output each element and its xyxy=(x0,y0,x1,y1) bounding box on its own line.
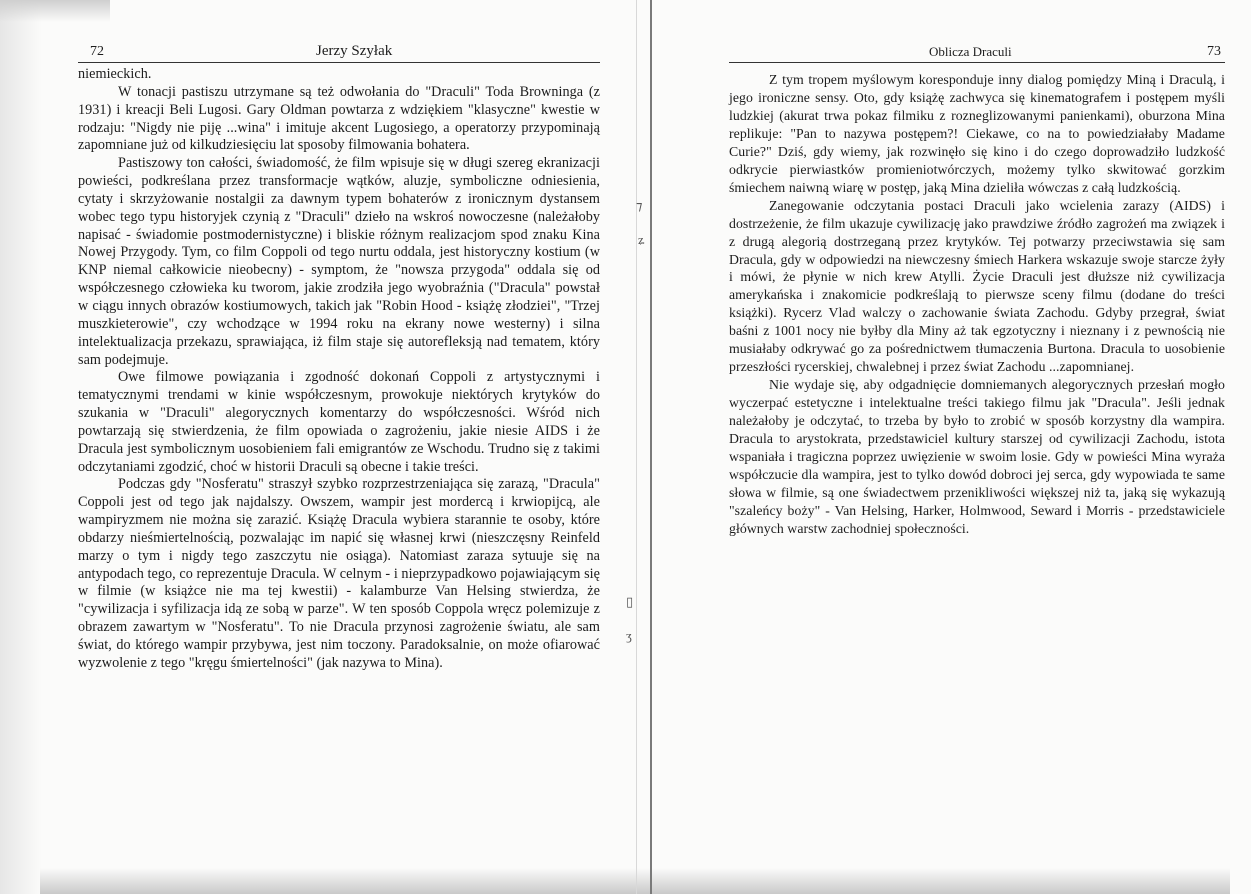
right-running-head xyxy=(729,36,1225,63)
right-body-text xyxy=(729,71,1225,538)
margin-mark-icon: ▯ xyxy=(626,594,634,609)
left-body-text xyxy=(78,66,600,673)
paragraph: W tonacji pastiszu utrzymane są też odwołania do "Draculi" Toda Browninga (z 1931) i kreacji Beli Lugosi. Gary Oldman powtarza z wdziękiem "klasyczne" kwestie w rodzaju: "Nigdy nie piję ...wina" i imituje akcent Lugosiego, a operatorzy przypominają zapomniane już od kilkudziesięciu lat sposoby filmowania bohatera. xyxy=(78,83,600,154)
paragraph: Zanegowanie odczytania postaci Draculi jako wcielenia zarazy (AIDS) i dostrzeżenie, że film ukazuje cywilizację jako prawdziwe źródło zagrożeń ma związek i z drugą alegorią dostrzeganą przez krytyków. Tej potwarzy przeciwstawia się sam Dracula, gdy w odpowiedzi na niewczesny śmiech Harkera wskazuje swoje starcze żyły i mówi, że płynie w nich krew Atylli. Życie Draculi jest dłuższe niż cywilizacja amerykańska i znakomicie podkreślają to pierwsze sceny filmu (dodane do treści książki). Rycerz Vlad walczy o zachowanie świata Zachodu. Gdyby przegrał, świat baśni z 1001 nocy nie byłby dla Miny aż tak egzotyczny i nieznany i z pewnością nie musiałaby odkrywać go za pośrednictwem tłumaczenia Burtona. Dracula to uosobienie przeszłości rycerskiej, chwalebnej i przez świat Zachodu ...zapomnianej. xyxy=(729,197,1225,375)
right-page xyxy=(729,36,1225,538)
book-gutter-shade xyxy=(636,0,637,894)
paragraph: Pastiszowy ton całości, świadomość, że film wpisuje się w długi szereg ekranizacji powieści, podkreślana przez transformacje wątków, aluzje, symboliczne odniesienia, cytaty i skrzyżowanie nostalgii za dawnym typem bohaterów z ironicznym dystansem wobec tego typu historyjek czynią z "Draculi" dzieło na wskroś nowoczesne (należałoby napisać - świadomie postmodernistyczne) i bliskie różnym realizacjom spod znaku Kina Nowej Przygody. Tym, co film Coppoli od tego nurtu oddala, jest historyczny kostium (w KNP niemal całkowicie nieobecny) - symptom, że "nowsza przygoda" oddala się od współczesnego człowieka ku tworom, jakie zrodziła jego wyobraźnia ("Dracula" powstał w ciągu innych obrazów kostiumowych, takich jak "Robin Hood - książę złodziei", "Trzej muszkieterowie", czy wchodzące w 1994 roku na ekrany nowe westerny) i silna intelektualizacja przekazu, sprawiająca, iż film staje się autorefleksją nad tematem, który sam podejmuje. xyxy=(78,155,600,368)
scan-shadow-bottom xyxy=(40,868,1230,894)
scan-left-edge xyxy=(0,0,42,894)
running-title: Jerzy Szyłak xyxy=(316,43,393,59)
left-running-head xyxy=(78,36,600,63)
book-spine xyxy=(650,0,652,894)
scan-shadow-top xyxy=(0,0,110,22)
margin-mark-icon: ⁊ xyxy=(636,198,643,213)
paragraph: Z tym tropem myślowym koresponduje inny dialog pomiędzy Miną i Draculą, i jego ironiczne sensy. Oto, gdy książę zachwyca się kinematografem i postępem myśli ludzkiej (akurat trwa pokaz filmiku z rozneglizowanymi panienkami), oburzona Mina replikuje: "Pan to nazywa postępem?! Ciekawe, co na to powiedziałaby Madame Curie?" Dziś, gdy wiemy, jak rozwinęło się kino i do czego doprowadziło ludzkość odkrycie pierwiastków promieniotwórczych, możemy tylko skwitować gorzkim śmiechem naiwną wiarę w postęp, jaką Mina dzieliła wówczas z całą ludzkością. xyxy=(729,72,1225,195)
paragraph: Podczas gdy "Nosferatu" straszył szybko rozprzestrzeniająca się zarazą, "Dracula" Coppoli jest od tego jak najdalszy. Owszem, wampir jest mordercą i krwiopijcą, ale wampiryzmem nie można się zarazić. Książę Dracula wybiera starannie te osoby, które obdarzy nieśmiertelnością, pozwalając im napić się własnej krwi (nieszczęsny Reinfeld marzy o tym i nigdy tego zaszczytu nie osiąga). Natomiast zaraza sytuuje się na antypodach tego, co reprezentuje Dracula. W celnym - i nieprzypadkowo pojawiającym się w filmie (w książce nie ma tej kwestii) - kalamburze Van Helsing stwierdza, że "cywilizacja i syfilizacja idą ze sobą w parze". W ten sposób Coppola wręcz polemizuje z obrazem zawartym w "Nosferatu". To nie Dracula przynosi zagrożenie światu, ale sam świat, do którego wampir przybywa, jest nim toczony. Paradoksalnie, on może ofiarować wyzwolenie z tego "kręgu śmiertelności" (jak nazywa to Mina). xyxy=(78,476,600,671)
left-page xyxy=(78,36,600,673)
paragraph: niemieckich. xyxy=(78,66,152,82)
paragraph: Owe filmowe powiązania i zgodność dokonań Coppoli z artystycznymi i tematycznymi trendami w kinie współczesnym, prowokuje niektórych krytyków do szukania w "Draculi" alegorycznych komentarzy do współczesności. Wśród nich powtarzają się stwierdzenia, że film opowiada o zagrożeniu, jakie niesie AIDS i że Dracula jest symbolicznym uosobieniem fali emigrantów ze Wschodu. Trudno się z takimi odczytaniami zgodzić, choć w historii Draculi są obecne i takie treści. xyxy=(78,369,600,475)
paragraph: Nie wydaje się, aby odgadnięcie domniemanych alegorycznych przesłań mogło wyczerpać estetyczne i intelektualne treści takiego filmu jak "Dracula". Jeśli jednak należałoby je odczytać, to trzeba by było to zrobić w sposób korzystny dla wampira. Dracula to arystokrata, przedstawiciel kultury starszej od cywilizacji Zachodu, istota wspaniała i tragiczna poprzez uwięzienie w swoim losie. Gdy w powieści Mina wyraża współczucie dla wampira, jest to tylko dowód dobroci jej serca, gdy wypowiada te same słowa w filmie, są one świadectwem przenikliwości większej niż ta, jaką się wykazują "szaleńcy boży" - Van Helsing, Harker, Holmwood, Seward i Morris - przedstawiciele głównych warstw zachodniej społeczności. xyxy=(729,377,1225,536)
page-number: 73 xyxy=(1207,44,1221,59)
margin-mark-icon: ʒ xyxy=(626,628,632,643)
running-title: Oblicza Draculi xyxy=(929,44,1012,59)
margin-mark-icon: ʑ xyxy=(638,232,645,247)
page-number: 72 xyxy=(90,44,104,59)
